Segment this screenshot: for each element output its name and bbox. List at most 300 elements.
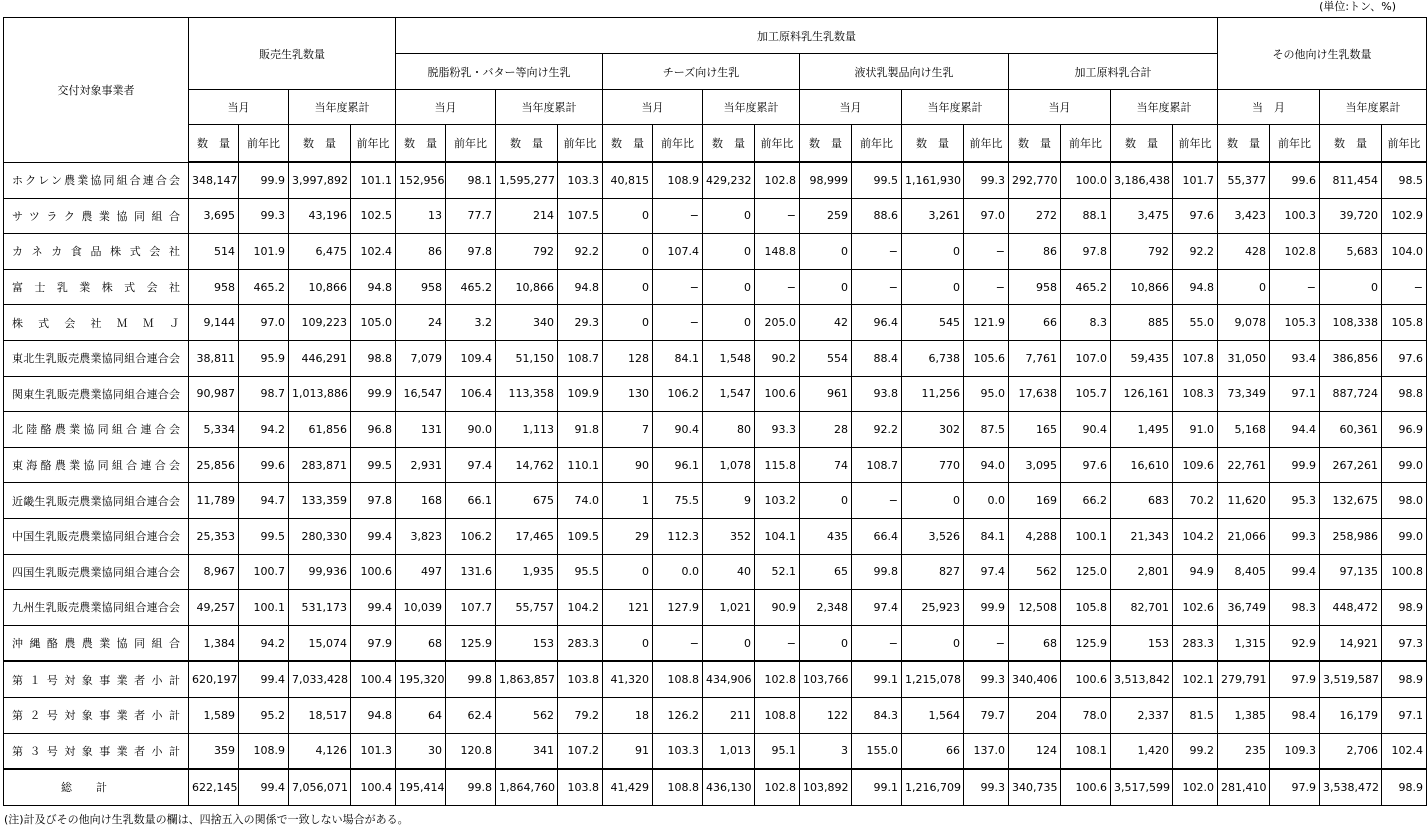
cell-quantity: 259: [800, 198, 852, 234]
cell-ratio: 88.4: [852, 340, 902, 376]
cell-quantity: 0: [902, 234, 964, 270]
cell-quantity: 340: [496, 305, 558, 341]
cell-ratio: 74.0: [558, 483, 603, 519]
header-ratio: 前年比: [1382, 125, 1427, 163]
cell-ratio: 99.4: [351, 518, 396, 554]
cell-quantity: 0: [603, 625, 653, 661]
cell-ratio: 108.1: [1061, 733, 1111, 769]
cell-ratio: 105.3: [1270, 305, 1320, 341]
cell-ratio: −: [852, 625, 902, 661]
cell-quantity: 211: [703, 697, 755, 733]
cell-ratio: 100.3: [1270, 198, 1320, 234]
cell-ratio: 97.9: [1270, 661, 1320, 697]
cell-ratio: 108.7: [558, 340, 603, 376]
cell-quantity: 15,074: [289, 625, 351, 661]
cell-quantity: 90,987: [189, 376, 239, 412]
cell-quantity: 1,495: [1111, 412, 1173, 448]
cell-quantity: 958: [396, 269, 446, 305]
cell-quantity: 40: [703, 554, 755, 590]
header-ratio: 前年比: [964, 125, 1009, 163]
cell-ratio: 102.4: [1382, 733, 1427, 769]
cell-quantity: 30: [396, 733, 446, 769]
cell-quantity: 1,013: [703, 733, 755, 769]
cell-quantity: 3,261: [902, 198, 964, 234]
cell-quantity: 436,130: [703, 769, 755, 805]
cell-ratio: 98.9: [1382, 661, 1427, 697]
header-qty: 数 量: [189, 125, 239, 163]
cell-ratio: 99.0: [1382, 518, 1427, 554]
cell-ratio: 102.8: [755, 162, 800, 198]
cell-quantity: 24: [396, 305, 446, 341]
cell-quantity: 0: [703, 625, 755, 661]
header-ratio: 前年比: [446, 125, 496, 163]
cell-quantity: 352: [703, 518, 755, 554]
cell-quantity: 152,956: [396, 162, 446, 198]
cell-ratio: −: [1270, 269, 1320, 305]
cell-quantity: 280,330: [289, 518, 351, 554]
cell-quantity: 0: [703, 234, 755, 270]
cell-ratio: 97.8: [351, 483, 396, 519]
cell-ratio: 99.8: [852, 554, 902, 590]
cell-quantity: 1,864,760: [496, 769, 558, 805]
cell-quantity: 770: [902, 447, 964, 483]
cell-quantity: 61,856: [289, 412, 351, 448]
cell-ratio: 94.4: [1270, 412, 1320, 448]
cell-ratio: 109.5: [558, 518, 603, 554]
row-name: 第２号対象事業者小計: [4, 697, 189, 733]
cell-ratio: 96.4: [852, 305, 902, 341]
cell-ratio: 101.9: [239, 234, 289, 270]
cell-ratio: 93.4: [1270, 340, 1320, 376]
cell-quantity: 0: [800, 483, 852, 519]
cell-ratio: 84.1: [653, 340, 703, 376]
cell-ratio: 100.8: [1382, 554, 1427, 590]
cell-quantity: 109,223: [289, 305, 351, 341]
cell-quantity: 3,526: [902, 518, 964, 554]
cell-ratio: 77.7: [446, 198, 496, 234]
cell-quantity: 122: [800, 697, 852, 733]
cell-ratio: 103.3: [558, 162, 603, 198]
cell-ratio: 100.1: [1061, 518, 1111, 554]
cell-ratio: 95.5: [558, 554, 603, 590]
cell-quantity: 128: [603, 340, 653, 376]
cell-ratio: 125.9: [1061, 625, 1111, 661]
cell-quantity: 25,856: [189, 447, 239, 483]
cell-ratio: 105.0: [351, 305, 396, 341]
header-liquid: 液状乳製品向け生乳: [800, 54, 1009, 90]
cell-quantity: 341: [496, 733, 558, 769]
cell-ratio: 90.9: [755, 590, 800, 626]
cell-quantity: 29: [603, 518, 653, 554]
cell-quantity: 958: [1009, 269, 1061, 305]
milk-quantity-table: [3, 17, 1427, 806]
header-ytd: 当年度累計: [1111, 90, 1218, 125]
cell-ratio: 105.6: [964, 340, 1009, 376]
cell-quantity: 1,161,930: [902, 162, 964, 198]
table-row: [4, 162, 1427, 198]
cell-quantity: 97,135: [1320, 554, 1382, 590]
cell-quantity: 3,517,599: [1111, 769, 1173, 805]
cell-quantity: 73,349: [1218, 376, 1270, 412]
cell-ratio: 108.7: [852, 447, 902, 483]
cell-quantity: 545: [902, 305, 964, 341]
cell-ratio: 100.0: [1061, 162, 1111, 198]
cell-ratio: 0.0: [653, 554, 703, 590]
row-name: 近畿生乳販売農業協同組合連合会: [4, 483, 189, 519]
cell-ratio: 94.0: [964, 447, 1009, 483]
cell-quantity: 9,144: [189, 305, 239, 341]
cell-ratio: 97.8: [1061, 234, 1111, 270]
cell-ratio: 100.4: [351, 769, 396, 805]
cell-quantity: 792: [496, 234, 558, 270]
cell-ratio: 126.2: [653, 697, 703, 733]
cell-ratio: 102.4: [351, 234, 396, 270]
header-ratio: 前年比: [558, 125, 603, 163]
table-row: [4, 412, 1427, 448]
cell-ratio: 66.1: [446, 483, 496, 519]
row-name: 沖縄酪農農業協同組合: [4, 625, 189, 661]
cell-ratio: 97.6: [1382, 340, 1427, 376]
cell-quantity: 108,338: [1320, 305, 1382, 341]
cell-ratio: 99.3: [964, 661, 1009, 697]
header-ytd: 当年度累計: [1320, 90, 1427, 125]
unit-label: (単位:トン、%): [1319, 0, 1396, 13]
header-qty: 数 量: [800, 125, 852, 163]
table-row: [4, 661, 1427, 697]
cell-quantity: 124: [1009, 733, 1061, 769]
cell-ratio: 99.9: [1270, 447, 1320, 483]
cell-quantity: 39,720: [1320, 198, 1382, 234]
cell-ratio: 108.8: [755, 697, 800, 733]
cell-quantity: 1,216,709: [902, 769, 964, 805]
cell-quantity: 302: [902, 412, 964, 448]
cell-ratio: 107.8: [1173, 340, 1218, 376]
table-row: [4, 518, 1427, 554]
cell-ratio: 98.1: [446, 162, 496, 198]
cell-ratio: 94.8: [558, 269, 603, 305]
cell-quantity: 17,638: [1009, 376, 1061, 412]
cell-ratio: 97.1: [1382, 697, 1427, 733]
cell-ratio: 105.8: [1382, 305, 1427, 341]
cell-ratio: 98.8: [1382, 376, 1427, 412]
cell-quantity: 11,620: [1218, 483, 1270, 519]
cell-ratio: 131.6: [446, 554, 496, 590]
cell-ratio: 79.7: [964, 697, 1009, 733]
cell-quantity: 340,735: [1009, 769, 1061, 805]
cell-quantity: 21,066: [1218, 518, 1270, 554]
cell-ratio: 70.2: [1173, 483, 1218, 519]
cell-quantity: 435: [800, 518, 852, 554]
cell-ratio: 107.2: [558, 733, 603, 769]
cell-ratio: 102.5: [351, 198, 396, 234]
cell-ratio: 465.2: [446, 269, 496, 305]
cell-ratio: 99.5: [351, 447, 396, 483]
cell-quantity: 169: [1009, 483, 1061, 519]
cell-quantity: 683: [1111, 483, 1173, 519]
cell-ratio: 93.3: [755, 412, 800, 448]
cell-ratio: 92.2: [1173, 234, 1218, 270]
cell-ratio: 93.8: [852, 376, 902, 412]
cell-ratio: 97.6: [1061, 447, 1111, 483]
cell-ratio: 101.3: [351, 733, 396, 769]
cell-ratio: −: [653, 305, 703, 341]
header-processing: 加工原料乳生乳数量: [396, 18, 1218, 54]
cell-quantity: 1,863,857: [496, 661, 558, 697]
cell-quantity: 359: [189, 733, 239, 769]
cell-ratio: 106.2: [446, 518, 496, 554]
cell-ratio: 91.0: [1173, 412, 1218, 448]
cell-quantity: 38,811: [189, 340, 239, 376]
cell-quantity: 10,866: [289, 269, 351, 305]
cell-ratio: 100.1: [239, 590, 289, 626]
cell-ratio: 96.9: [1382, 412, 1427, 448]
cell-quantity: 103,892: [800, 769, 852, 805]
cell-ratio: 103.8: [558, 769, 603, 805]
header-ratio: 前年比: [1061, 125, 1111, 163]
cell-quantity: 958: [189, 269, 239, 305]
cell-ratio: 155.0: [852, 733, 902, 769]
table-row: [4, 305, 1427, 341]
cell-ratio: −: [852, 234, 902, 270]
row-name: 東海酪農業協同組合連合会: [4, 447, 189, 483]
cell-ratio: 99.8: [446, 769, 496, 805]
cell-ratio: 8.3: [1061, 305, 1111, 341]
cell-quantity: 195,414: [396, 769, 446, 805]
row-name: 中国生乳販売農業協同組合連合会: [4, 518, 189, 554]
cell-quantity: 204: [1009, 697, 1061, 733]
cell-quantity: 3: [800, 733, 852, 769]
cell-ratio: 98.4: [1270, 697, 1320, 733]
cell-quantity: 961: [800, 376, 852, 412]
cell-ratio: −: [964, 269, 1009, 305]
cell-ratio: 90.4: [1061, 412, 1111, 448]
cell-quantity: 74: [800, 447, 852, 483]
cell-ratio: 94.9: [1173, 554, 1218, 590]
cell-ratio: 105.8: [1061, 590, 1111, 626]
cell-quantity: 9: [703, 483, 755, 519]
cell-quantity: 1,013,886: [289, 376, 351, 412]
cell-quantity: 65: [800, 554, 852, 590]
cell-quantity: 59,435: [1111, 340, 1173, 376]
cell-ratio: 99.1: [852, 769, 902, 805]
cell-ratio: 97.4: [852, 590, 902, 626]
row-name: サツラク農業協同組合: [4, 198, 189, 234]
cell-quantity: 4,126: [289, 733, 351, 769]
cell-quantity: 3,475: [1111, 198, 1173, 234]
cell-ratio: 112.3: [653, 518, 703, 554]
cell-ratio: 92.2: [852, 412, 902, 448]
cell-quantity: 41,320: [603, 661, 653, 697]
cell-quantity: 98,999: [800, 162, 852, 198]
cell-quantity: 153: [496, 625, 558, 661]
cell-ratio: 103.2: [755, 483, 800, 519]
cell-quantity: 3,095: [1009, 447, 1061, 483]
cell-quantity: 281,410: [1218, 769, 1270, 805]
cell-ratio: 104.2: [558, 590, 603, 626]
cell-ratio: 84.1: [964, 518, 1009, 554]
cell-ratio: 100.6: [755, 376, 800, 412]
cell-ratio: 95.2: [239, 697, 289, 733]
row-name: 四国生乳販売農業協同組合連合会: [4, 554, 189, 590]
cell-quantity: 18,517: [289, 697, 351, 733]
cell-quantity: 66: [1009, 305, 1061, 341]
cell-ratio: 102.8: [1270, 234, 1320, 270]
cell-ratio: −: [964, 234, 1009, 270]
cell-quantity: 90: [603, 447, 653, 483]
cell-quantity: 1,385: [1218, 697, 1270, 733]
header-qty: 数 量: [1320, 125, 1382, 163]
cell-ratio: 98.8: [351, 340, 396, 376]
cell-ratio: 97.4: [964, 554, 1009, 590]
cell-quantity: 6,738: [902, 340, 964, 376]
header-ytd: 当年度累計: [902, 90, 1009, 125]
row-name: カネカ食品株式会社: [4, 234, 189, 270]
cell-ratio: 90.0: [446, 412, 496, 448]
cell-quantity: 86: [1009, 234, 1061, 270]
cell-ratio: 97.0: [239, 305, 289, 341]
cell-ratio: 107.5: [558, 198, 603, 234]
cell-quantity: 3,997,892: [289, 162, 351, 198]
cell-ratio: −: [852, 483, 902, 519]
cell-quantity: 214: [496, 198, 558, 234]
cell-quantity: 16,179: [1320, 697, 1382, 733]
cell-ratio: 108.9: [653, 162, 703, 198]
cell-ratio: 0.0: [964, 483, 1009, 519]
cell-ratio: 125.0: [1061, 554, 1111, 590]
cell-quantity: 0: [703, 305, 755, 341]
cell-ratio: 99.4: [239, 769, 289, 805]
cell-ratio: 99.9: [239, 162, 289, 198]
cell-quantity: 5,168: [1218, 412, 1270, 448]
cell-ratio: 29.3: [558, 305, 603, 341]
cell-ratio: 81.5: [1173, 697, 1218, 733]
header-qty: 数 量: [1218, 125, 1270, 163]
header-month: 当月: [189, 90, 289, 125]
cell-quantity: 1,547: [703, 376, 755, 412]
cell-quantity: 10,866: [1111, 269, 1173, 305]
cell-ratio: 55.0: [1173, 305, 1218, 341]
cell-ratio: 94.8: [351, 697, 396, 733]
cell-ratio: −: [1382, 269, 1427, 305]
cell-ratio: 106.2: [653, 376, 703, 412]
cell-quantity: 0: [800, 269, 852, 305]
cell-ratio: 97.6: [1173, 198, 1218, 234]
cell-quantity: 66: [902, 733, 964, 769]
cell-ratio: 95.0: [964, 376, 1009, 412]
cell-quantity: 0: [603, 234, 653, 270]
cell-quantity: 41,429: [603, 769, 653, 805]
cell-ratio: 148.8: [755, 234, 800, 270]
cell-quantity: 51,150: [496, 340, 558, 376]
row-name: 東北生乳販売農業協同組合連合会: [4, 340, 189, 376]
cell-quantity: 1,564: [902, 697, 964, 733]
row-name: 株式会社ＭＭＪ: [4, 305, 189, 341]
cell-quantity: 531,173: [289, 590, 351, 626]
cell-ratio: 96.8: [351, 412, 396, 448]
cell-ratio: 108.8: [653, 661, 703, 697]
cell-quantity: 1,021: [703, 590, 755, 626]
header-proc-total: 加工原料乳合計: [1009, 54, 1218, 90]
cell-ratio: 98.7: [239, 376, 289, 412]
cell-quantity: 0: [902, 269, 964, 305]
cell-quantity: 2,706: [1320, 733, 1382, 769]
cell-quantity: 3,513,842: [1111, 661, 1173, 697]
cell-ratio: 108.3: [1173, 376, 1218, 412]
cell-ratio: 102.8: [755, 769, 800, 805]
cell-quantity: 434,906: [703, 661, 755, 697]
cell-ratio: 283.3: [558, 625, 603, 661]
cell-quantity: 1,548: [703, 340, 755, 376]
cell-quantity: 10,039: [396, 590, 446, 626]
cell-quantity: 113,358: [496, 376, 558, 412]
cell-quantity: 12,508: [1009, 590, 1061, 626]
cell-ratio: 102.1: [1173, 661, 1218, 697]
cell-quantity: 64: [396, 697, 446, 733]
cell-quantity: 292,770: [1009, 162, 1061, 198]
cell-quantity: 562: [496, 697, 558, 733]
cell-ratio: 121.9: [964, 305, 1009, 341]
cell-ratio: 205.0: [755, 305, 800, 341]
cell-quantity: 1,935: [496, 554, 558, 590]
cell-ratio: 125.9: [446, 625, 496, 661]
cell-quantity: 622,145: [189, 769, 239, 805]
cell-quantity: 0: [603, 554, 653, 590]
footnote: (注)計及びその他向け生乳数量の欄は、四捨五入の関係で一致しない場合がある。: [4, 813, 409, 826]
cell-ratio: 101.7: [1173, 162, 1218, 198]
cell-ratio: 107.0: [1061, 340, 1111, 376]
row-name: ホクレン農業協同組合連合会: [4, 162, 189, 198]
cell-quantity: 6,475: [289, 234, 351, 270]
cell-quantity: 792: [1111, 234, 1173, 270]
table-row: [4, 269, 1427, 305]
cell-ratio: 104.2: [1173, 518, 1218, 554]
cell-quantity: 5,683: [1320, 234, 1382, 270]
cell-quantity: 267,261: [1320, 447, 1382, 483]
cell-ratio: 92.2: [558, 234, 603, 270]
cell-ratio: 90.4: [653, 412, 703, 448]
cell-quantity: 9,078: [1218, 305, 1270, 341]
cell-ratio: 95.9: [239, 340, 289, 376]
header-ratio: 前年比: [852, 125, 902, 163]
table-row: [4, 483, 1427, 519]
cell-quantity: 827: [902, 554, 964, 590]
cell-quantity: 0: [703, 198, 755, 234]
cell-ratio: 115.8: [755, 447, 800, 483]
cell-quantity: 0: [603, 198, 653, 234]
table-row: [4, 697, 1427, 733]
cell-ratio: 109.4: [446, 340, 496, 376]
cell-quantity: 2,931: [396, 447, 446, 483]
header-ytd: 当年度累計: [496, 90, 603, 125]
cell-quantity: 14,762: [496, 447, 558, 483]
cell-ratio: 3.2: [446, 305, 496, 341]
table-row: [4, 590, 1427, 626]
table-row: [4, 376, 1427, 412]
cell-quantity: 121: [603, 590, 653, 626]
cell-ratio: 99.2: [1173, 733, 1218, 769]
cell-quantity: 7,033,428: [289, 661, 351, 697]
cell-ratio: 99.6: [1270, 162, 1320, 198]
cell-quantity: 1,113: [496, 412, 558, 448]
cell-quantity: 22,761: [1218, 447, 1270, 483]
cell-ratio: 88.6: [852, 198, 902, 234]
header-month: 当月: [396, 90, 496, 125]
cell-quantity: 1,315: [1218, 625, 1270, 661]
cell-quantity: 0: [902, 483, 964, 519]
cell-quantity: 103,766: [800, 661, 852, 697]
cell-quantity: 16,610: [1111, 447, 1173, 483]
cell-quantity: 3,186,438: [1111, 162, 1173, 198]
